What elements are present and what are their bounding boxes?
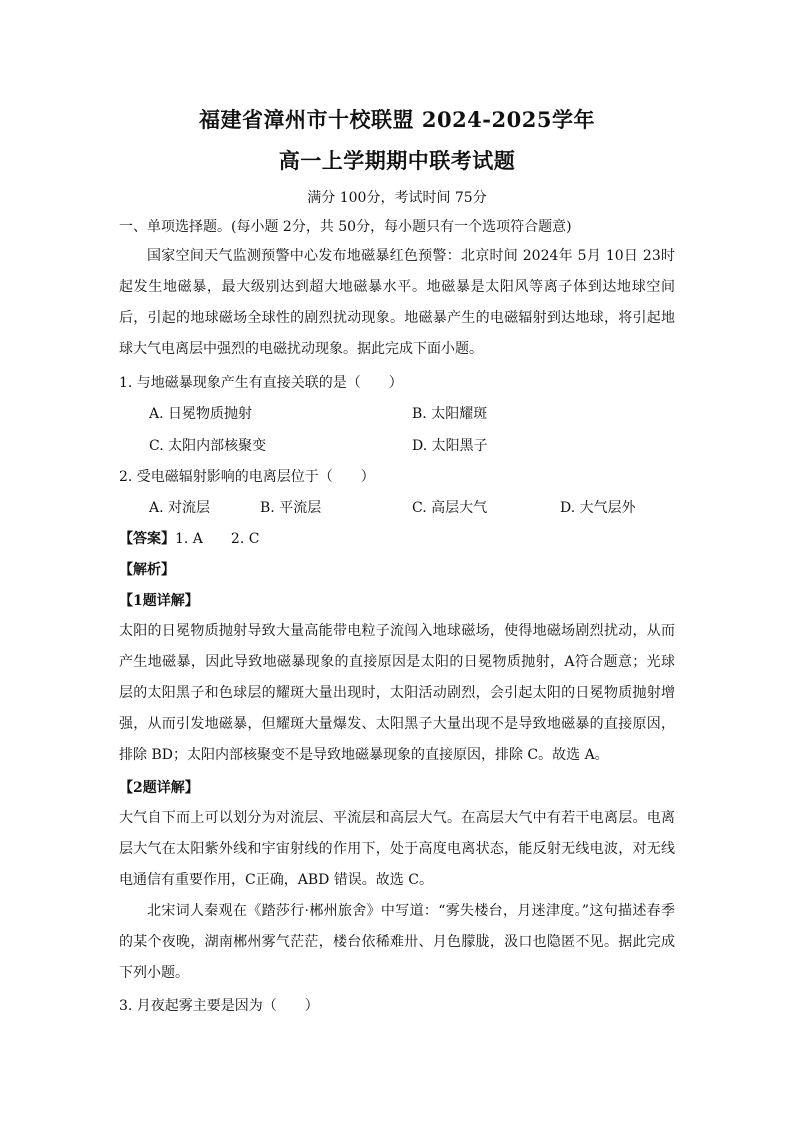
- section-header: 一、单项选择题。(每小题 2分，共 50分，每小题只有一个选项符合题意): [119, 219, 572, 235]
- detail-1-text: 太阳的日冕物质抛射导致大量高能带电粒子流闯入地球磁场，使得地磁场剧烈扰动，从而产生地磁暴，因此导致地磁暴现象的直接原因是太阳的日冕物质抛射，A符合题意；光球层的太阳黑子和色球层的耀斑大量出现时，太阳活动剧烈，会引起太阳的日冕物质抛射增强，从而引发地磁暴，但耀斑大量爆发、太阳黑子大量出现不是导致地磁暴的直接原因，排除 BD；太阳内部核聚变不是导致地磁暴现象的直接原因，排除 C。故选 A。: [119, 623, 675, 763]
- passage-1: 国家空间天气监测预警中心发布地磁暴红色预警：北京时间 2024年 5月 10日 23时起发生地磁暴，最大级别达到超大地磁暴水平。地磁暴是太阳风等离子体到达地球空间后，引起的地球磁场全球性的剧烈扰动现象。地磁暴产生的电磁辐射到达地球，将引起地球大气电离层中强烈的电磁扰动现象。据此完成下面小题。: [119, 248, 675, 357]
- question-1-option-a: A. 日冕物质抛射: [149, 406, 253, 422]
- answer-text: 1. A 2. C: [175, 531, 260, 547]
- detail-2-label: 【2题详解】: [119, 780, 199, 796]
- answer-line: [119, 529, 259, 549]
- question-2-option-a: A. 对流层: [149, 500, 211, 516]
- question-2-stem: 2. 受电磁辐射影响的电离层位于（ ）: [119, 469, 375, 485]
- detail-2-text: 大气自下而上可以划分为对流层、平流层和高层大气。在高层大气中有若干电离层。电离层大气在太阳紫外线和宇宙射线的作用下，处于高度电离状态，能反射无线电波，对无线电通信有重要作用，C正确，ABD 错误。故选 C。: [119, 810, 675, 888]
- exam-title-line2: 高一上学期期中联考试题: [278, 148, 516, 173]
- analysis-label: 【解析】: [119, 562, 175, 578]
- passage-2: 北宋词人秦观在《踏莎行·郴州旅舍》中写道：“雾失楼台，月迷津度。”这句描述春季的某个夜晚，湖南郴州雾气茫茫，楼台依稀难卅、月色朦胧，汲口也隐匿不见。据此完成下列小题。: [119, 903, 675, 981]
- question-1-option-d: D. 太阳黑子: [412, 438, 488, 454]
- question-3-stem: 3. 月夜起雾主要是因为（ ）: [119, 998, 319, 1014]
- question-2-option-d: D. 大气层外: [560, 500, 636, 516]
- question-1-option-c: C. 太阳内部核聚变: [149, 438, 267, 454]
- question-1-option-b: B. 太阳耀斑: [412, 406, 488, 422]
- answer-label: 【答案】: [119, 531, 175, 547]
- detail-1-label: 【1题详解】: [119, 593, 199, 609]
- question-2-option-c: C. 高层大气: [412, 500, 488, 516]
- question-1-stem: 1. 与地磁暴现象产生有直接关联的是（ ）: [119, 375, 403, 391]
- exam-subtitle: 满分 100分，考试时间 75分: [307, 190, 487, 206]
- question-2-option-b: B. 平流层: [260, 500, 322, 516]
- exam-title-line1: 福建省漳州市十校联盟 2024-2025学年: [199, 107, 595, 132]
